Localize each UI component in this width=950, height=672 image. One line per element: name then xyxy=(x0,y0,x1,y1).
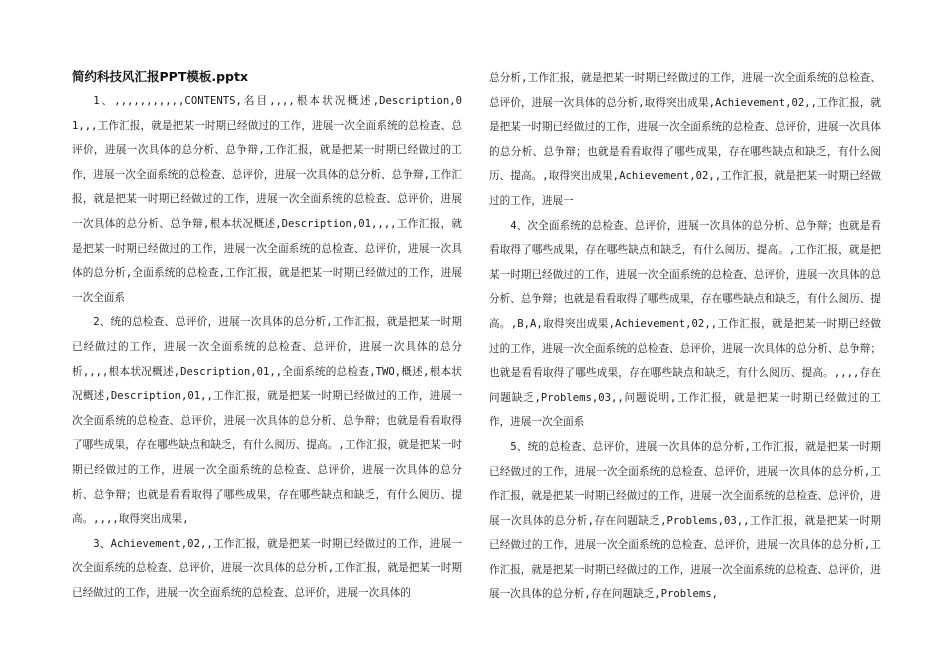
document-title: 简约科技风汇报PPT模板.pptx xyxy=(72,69,249,84)
right-column xyxy=(489,66,881,607)
paragraph-4: 4、次全面系统的总检查、总评价，进展一次具体的总分析、总争辩；也就是看看取得了哪些成果，存在哪些缺点和缺乏，有什么阅历、提高。,工作汇报，就是把某一时期已经做过的工作，进展一次全面系统的总检查、总评价，进展一次具体的总分析、总争辩；也就是看看取得了哪些成果，存在哪些缺点和缺乏，有什么阅历、提高。,B,A,取得突出成果,Achievement,02,,工作汇报，就是把某一时期已经做过的工作，进展一次全面系统的总检查、总评价，进展一次具体的总分析、总争辩；也就是看看取得了哪些成果，存在哪些缺点和缺乏，有什么阅历、提高。,,,,存在问题缺乏,Problems,03,,问题说明,工作汇报，就是把某一时期已经做过的工作，进展一次全面系 xyxy=(489,219,881,429)
paragraph-1: 1、,,,,,,,,,,,CONTENTS,名目,,,,根本状况概述,Description,01,,,工作汇报，就是把某一时期已经做过的工作，进展一次全面系统的总检查、总评价，进展一次具体的总分析、总争辩,工作汇报，就是把某一时期已经做过的工作，进展一次全面系统的总检查、总评价，进展一次具体的总分析、总争辩,工作汇报，就是把某一时期已经做过的工作，进展一次全面系统的总检查、总评价，进展一次具体的总分析、总争辩,根本状况概述,Description,01,,,,工作汇报，就是把某一时期已经做过的工作，进展一次全面系统的总检查、总评价，进展一次具体的总分析,全面系统的总检查,工作汇报，就是把某一时期已经做过的工作，进展一次全面系 xyxy=(72,95,462,304)
paragraph-2: 2、统的总检查、总评价，进展一次具体的总分析,工作汇报，就是把某一时期已经做过的工作，进展一次全面系统的总检查、总评价，进展一次具体的总分析,,,,根本状况概述,Description,01,,全面系统的总检查,TWO,概述,根本状况概述,Description,01,,工作汇报，就是把某一时期已经做过的工作，进展一次全面系统的总检查、总评价，进展一次具体的总分析、总争辩；也就是看看取得了哪些成果，存在哪些缺点和缺乏，有什么阅历、提高。,工作汇报，就是把某一时期已经做过的工作，进展一次全面系统的总检查、总评价，进展一次具体的总分析、总争辩；也就是看看取得了哪些成果，存在哪些缺点和缺乏，有什么阅历、提高。,,,,取得突出成果, xyxy=(72,316,462,526)
left-column xyxy=(72,66,462,605)
paragraph-3: 3、Achievement,02,,工作汇报，就是把某一时期已经做过的工作，进展一次全面系统的总检查、总评价，进展一次具体的总分析,工作汇报，就是把某一时期已经做过的工作，进展一次全面系统的总检查、总评价，进展一次具体的 xyxy=(72,537,462,599)
paragraph-3-continued: 总分析,工作汇报，就是把某一时期已经做过的工作，进展一次全面系统的总检查、总评价，进展一次具体的总分析,取得突出成果,Achievement,02,,工作汇报，就是把某一时期已经做过的工作，进展一次全面系统的总检查、总评价，进展一次具体的总分析、总争辩；也就是看看取得了哪些成果，存在哪些缺点和缺乏，有什么阅历、提高。,取得突出成果,Achievement,02,,工作汇报，就是把某一时期已经做过的工作，进展一 xyxy=(489,72,881,207)
paragraph-5: 5、统的总检查、总评价，进展一次具体的总分析,工作汇报，就是把某一时期已经做过的工作，进展一次全面系统的总检查、总评价，进展一次具体的总分析,工作汇报，就是把某一时期已经做过的工作，进展一次全面系统的总检查、总评价，进展一次具体的总分析,存在问题缺乏,Problems,03,,工作汇报，就是把某一时期已经做过的工作，进展一次全面系统的总检查、总评价，进展一次具体的总分析,工作汇报，就是把某一时期已经做过的工作，进展一次全面系统的总检查、总评价，进展一次具体的总分析,存在问题缺乏,Problems, xyxy=(489,440,881,601)
